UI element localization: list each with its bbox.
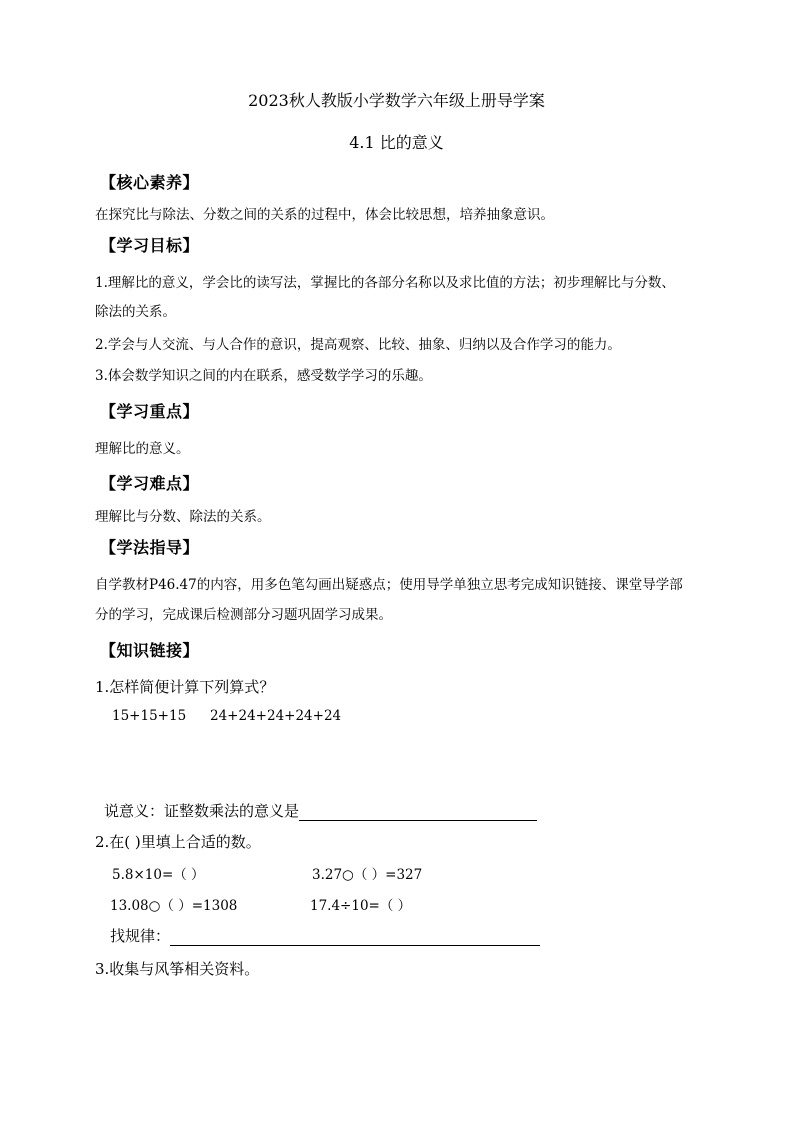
key-text: 理解比的意义。 — [95, 441, 190, 457]
meaning-answer-line[interactable] — [299, 804, 537, 821]
link-fill-b: 3.27○（ ）=327 — [312, 867, 423, 883]
method-heading: 【学法指导】 — [100, 538, 200, 557]
document-title: 2023秋人教版小学数学六年级上册导学案 — [248, 91, 545, 110]
link-rule-label: 找规律： — [110, 927, 171, 945]
link-question-3: 3.收集与风筝相关资料。 — [95, 960, 260, 978]
core-heading: 【核心素养】 — [100, 173, 200, 192]
link-question-2: 2.在( )里填上合适的数。 — [95, 833, 261, 851]
link-rule-row — [110, 925, 540, 946]
key-heading: 【学习重点】 — [100, 402, 200, 421]
method-line-1: 自学教材P46.47的内容，用多色笔勾画出疑惑点；使用导学单独立思考完成知识链接、课堂导学部 — [95, 577, 683, 593]
link-expression-1: 15+15+15 — [112, 708, 187, 724]
difficulty-heading: 【学习难点】 — [100, 474, 200, 493]
link-fill-d: 17.4÷10=（ ） — [310, 898, 412, 914]
link-fill-c: 13.08○（ ）=1308 — [110, 898, 238, 914]
link-meaning-label: 说意义：证整数乘法的意义是 — [104, 802, 300, 820]
link-fill-a: 5.8×10=（ ） — [112, 867, 205, 883]
difficulty-text: 理解比与分数、除法的关系。 — [95, 509, 271, 525]
link-meaning-row — [104, 800, 537, 821]
core-text: 在探究比与除法、分数之间的关系的过程中，体会比较思想，培养抽象意识。 — [95, 207, 554, 223]
goal-item-1-line-2: 除法的关系。 — [95, 304, 176, 320]
rule-answer-line[interactable] — [170, 929, 540, 946]
goal-item-1-line-1: 1.理解比的意义，学会比的读写法，掌握比的各部分名称以及求比值的方法；初步理解比与分数、 — [95, 275, 675, 291]
lesson-subtitle: 4.1 比的意义 — [349, 133, 444, 152]
method-line-2: 分的学习，完成课后检测部分习题巩固学习成果。 — [95, 607, 392, 623]
link-question-1: 1.怎样简便计算下列算式？ — [95, 678, 275, 696]
goals-heading: 【学习目标】 — [100, 236, 200, 255]
link-heading: 【知识链接】 — [100, 641, 200, 660]
goal-item-3: 3.体会数学知识之间的内在联系，感受数学学习的乐趣。 — [95, 368, 432, 384]
goal-item-2: 2.学会与人交流、与人合作的意识，提高观察、比较、抽象、归纳以及合作学习的能力。 — [95, 337, 621, 353]
link-expression-2: 24+24+24+24+24 — [210, 708, 342, 724]
